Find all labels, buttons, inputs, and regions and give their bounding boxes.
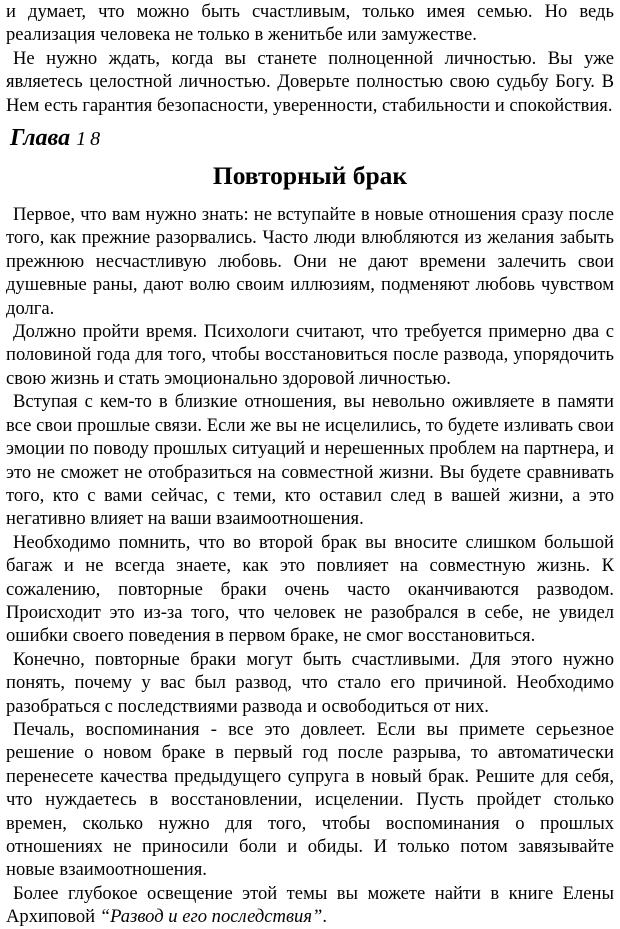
book-title: “Развод и его последствия”: [99, 906, 323, 928]
book-page: [6, 0, 614, 929]
chapter-title: Повторный брак: [212, 161, 408, 191]
body-paragraph-4: Необходимо помнить, что во второй брак вы вносите слишком большой багаж и не всегда знаете, как это повлияет на совместную жизнь. К сожалению, повторные браки очень часто оканчиваются разводом. Происходит это из-за того, что человек не разобрался в себе, не увидел ошибки своего поведения в первом браке, не смог восстановиться.: [6, 531, 614, 647]
closing-end: .: [322, 906, 327, 928]
closing-text: Более глубокое освещение этой темы вы можете найти в книге Елены Архиповой: [6, 882, 614, 928]
body-paragraph-3: Вступая с кем-то в близкие отношения, вы невольно оживляете в памяти все свои прошлые связи. Если же вы не исцелились, то будете изливать свои эмоции по поводу прошлых ситуаций и нерешенных проблем на партнера, и это не сможет не отобразиться на совместной жизни. Вы будете сравнивать того, кто с вами сейчас, с теми, кто оставил след в вашей жизни, а это негативно влияет на ваши взаимоотношения.: [6, 391, 614, 530]
chapter-number: 18: [76, 128, 105, 151]
body-paragraph-6: Печаль, воспоминания - все это довлеет. Если вы примете серьезное решение о новом браке в первый год после разрыва, то автоматически перенесете качества предыдущего супруга в новый брак. Решите для себя, что нуждаетесь в восстановлении, исцелении. Пусть пройдет столько времен, сколько нужно для того, чтобы воспоминания о прошлых отношениях не приносили боли и обиды. И только потом завязывайте новые взаимоотношения.: [6, 718, 614, 881]
body-paragraph-1: Первое, что вам нужно знать: не вступайте в новые отношения сразу после того, как прежние разорвались. Часто люди влюбляются из желания забыть прежнюю несчастливую любовь. Они не дают времени залечить свои душевные раны, дают волю своим иллюзиям, подменяют любовь чувством долга.: [6, 204, 614, 319]
intro-paragraph-1: и думает, что можно быть счастливым, только имея семью. Но ведь реализация человека не только в женитьбе или замужестве.: [6, 1, 614, 46]
chapter-heading: [6, 125, 614, 151]
body-paragraph-5: Конечно, повторные браки могут быть счастливыми. Для этого нужно понять, почему у вас был развод, что стало его причиной. Необходимо разобраться с последствиями развода и освободиться от них.: [6, 648, 614, 717]
closing-paragraph: [6, 882, 614, 929]
intro-paragraph-2: Не нужно ждать, когда вы станете полноценной личностью. Вы уже являетесь целостной личностью. Доверьте полностью свою судьбу Богу. В Нем есть гарантия безопасности, уверенности, стабильности и спокойствия.: [6, 47, 614, 116]
chapter-label: Глава: [10, 125, 71, 152]
body-paragraph-2: Должно пройти время. Психологи считают, что требуется примерно два с половиной года для того, чтобы восстановиться после развода, упорядочить свою жизнь и стать эмоционально здоровой личностью.: [6, 321, 614, 389]
